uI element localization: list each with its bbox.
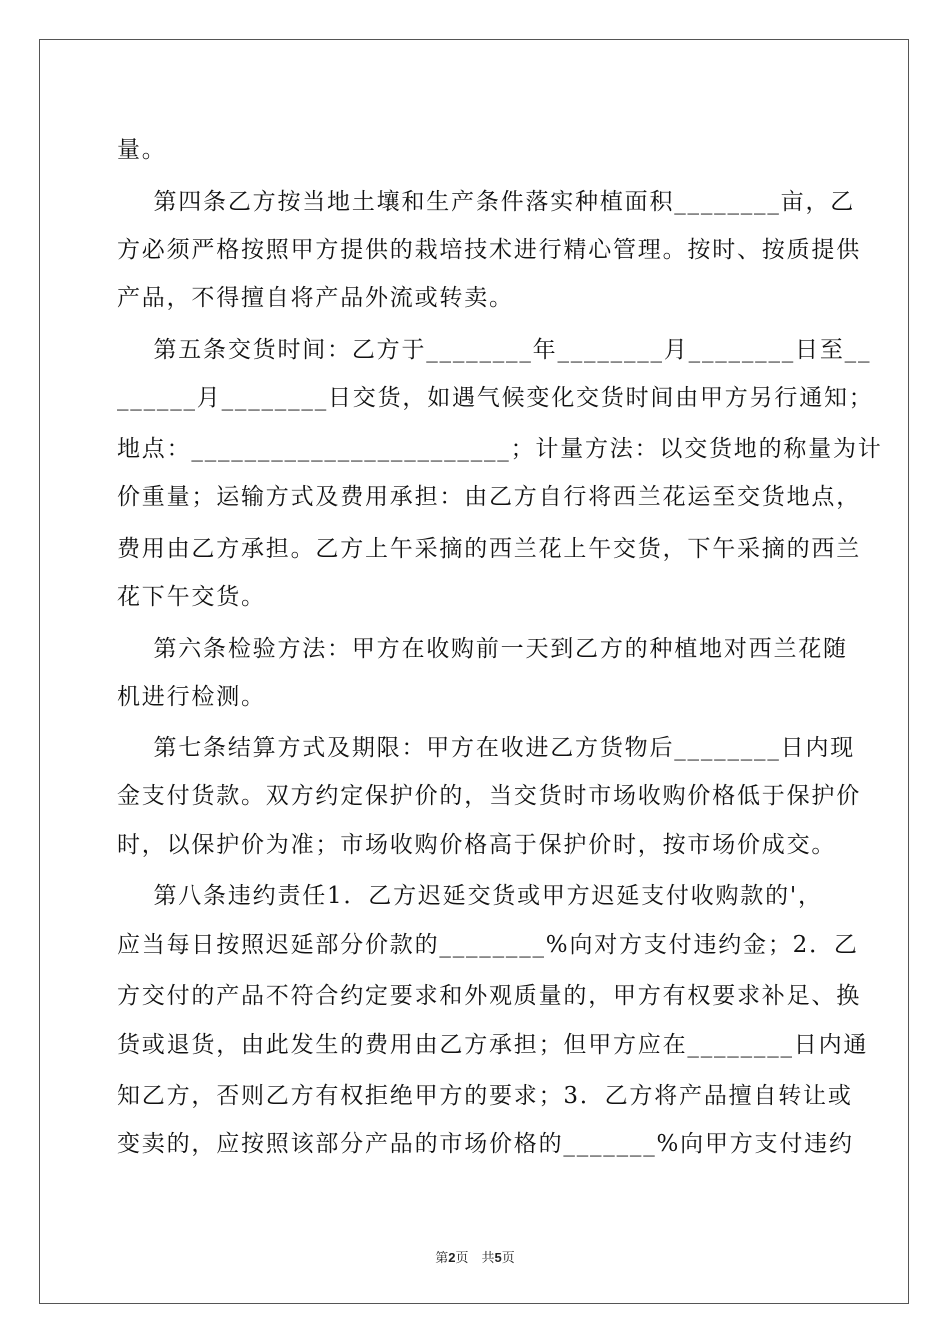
- text-line: ______月________日交货，如遇气候变化交货时间由甲方另行通知；: [117, 385, 874, 411]
- page-border: [39, 39, 909, 1304]
- text-line: 第六条检验方法：甲方在收购前一天到乙方的种植地对西兰花随: [117, 636, 848, 662]
- text-line: 价重量；运输方式及费用承担：由乙方自行将西兰花运至交货地点，: [117, 484, 861, 510]
- text-line: 知乙方，否则乙方有权拒绝甲方的要求；3．乙方将产品擅自转让或: [117, 1083, 853, 1109]
- current-page-number: 2: [448, 1250, 456, 1265]
- text-line: 第五条交货时间：乙方于________年________月________日至__: [117, 337, 872, 363]
- text-line: 方必须严格按照甲方提供的栽培技术进行精心管理。按时、按质提供: [117, 237, 861, 263]
- text-line: 产品，不得擅自将产品外流或转卖。: [117, 285, 514, 311]
- text-line: 机进行检测。: [117, 684, 266, 710]
- text-line: 第八条违约责任1．乙方迟延交货或甲方迟延支付收购款的'，: [117, 883, 823, 909]
- text-line: 地点：________________________；计量方法：以交货地的称量为计: [117, 436, 883, 462]
- text-line: 货或退货，由此发生的费用由乙方承担；但甲方应在________日内通: [117, 1032, 869, 1058]
- text-line: 应当每日按照迟延部分价款的________%向对方支付违约金；2．乙: [117, 932, 859, 958]
- footer-middle: 页 共: [455, 1251, 495, 1266]
- total-page-number: 5: [494, 1250, 502, 1265]
- page-number-footer: [0, 1247, 950, 1266]
- text-line: 时，以保护价为准；市场收购价格高于保护价时，按市场价成交。: [117, 832, 837, 858]
- text-line: 花下午交货。: [117, 584, 266, 610]
- footer-prefix: 第: [435, 1251, 449, 1266]
- footer-suffix: 页: [501, 1251, 515, 1266]
- text-line: 第七条结算方式及期限：甲方在收进乙方货物后________日内现: [117, 735, 856, 761]
- text-line: 费用由乙方承担。乙方上午采摘的西兰花上午交货，下午采摘的西兰: [117, 536, 861, 562]
- text-line: 量。: [117, 137, 167, 163]
- text-line: 变卖的，应按照该部分产品的市场价格的_______%向甲方支付违约: [117, 1131, 854, 1157]
- text-line: 第四条乙方按当地土壤和生产条件落实种植面积________亩，乙: [117, 189, 856, 215]
- text-line: 金支付货款。双方约定保护价的，当交货时市场收购价格低于保护价: [117, 783, 861, 809]
- text-line: 方交付的产品不符合约定要求和外观质量的，甲方有权要求补足、换: [117, 983, 861, 1009]
